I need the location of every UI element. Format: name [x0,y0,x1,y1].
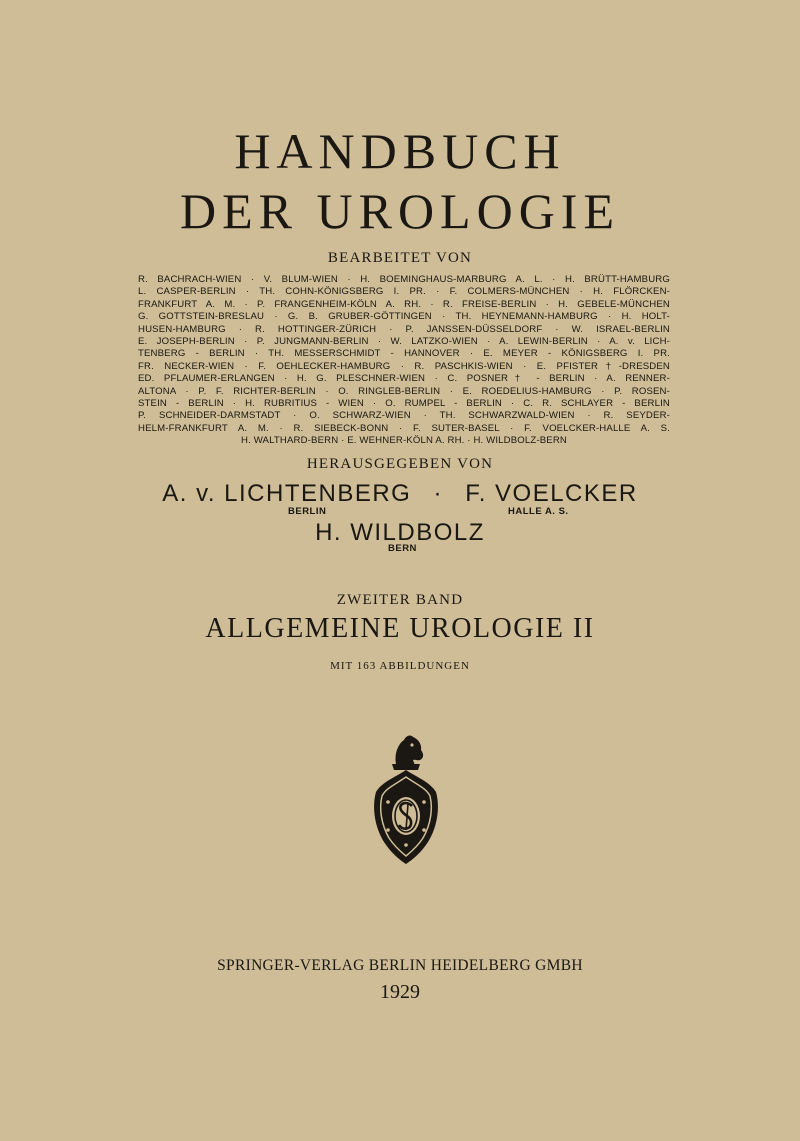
authors-line: P. SCHNEIDER-DARMSTADT · O. SCHWARZ-WIEN · TH. SCHWARZWALD-WIEN · R. SEYDER- [138,410,670,422]
authors-line: H. WALTHARD-BERN · E. WEHNER-KÖLN A. RH. · H. WILDBOLZ-BERN [241,435,567,447]
authors-line: HELM-FRANKFURT A. M. · R. SIEBECK-BONN · F. SUTER-BASEL · F. VOELCKER-HALLE A. S. [138,422,670,434]
springer-knight-emblem-icon [366,730,446,866]
authors-list [138,274,670,448]
editor-wildbolz: H. WILDBOLZ [315,519,485,546]
editor-separator: · [433,480,444,507]
volume-label: ZWEITER BAND [336,592,464,608]
authors-line: L. CASPER-BERLIN · TH. COHN-KÖNIGSBERG I. PR. · F. COLMERS-MÜNCHEN · H. FLÖRCKEN- [138,286,670,298]
city-berlin: BERLIN [288,506,327,517]
authors-line: E. JOSEPH-BERLIN · P. JUNGMANN-BERLIN · W. LATZKO-WIEN · A. LEWIN-BERLIN · A. v. LICH- [138,336,670,348]
publisher-name: SPRINGER-VERLAG BERLIN HEIDELBERG GMBH [217,957,583,974]
authors-line: G. GOTTSTEIN-BRESLAU · G. B. GRUBER-GÖTTINGEN · TH. HEYNEMANN-HAMBURG · H. HOLT- [138,311,670,323]
authors-line: HUSEN-HAMBURG · R. HOTTINGER-ZÜRICH · P. JANSSEN-DÜSSELDORF · W. ISRAEL-BERLIN [138,323,670,335]
authors-line: ED. PFLAUMER-ERLANGEN · H. G. PLESCHNER-WIEN · C. POSNER† - BERLIN · A. RENNER- [138,373,670,385]
authors-line: FR. NECKER-WIEN · F. OEHLECKER-HAMBURG · R. PASCHKIS-WIEN · E. PFISTER†-DRESDEN [138,360,670,372]
editors-row [0,480,800,508]
published-by-label: HERAUSGEGEBEN VON [306,456,494,472]
city-bern: BERN [388,543,417,554]
volume-title: ALLGEMEINE UROLOGIE II [205,613,595,644]
main-title-line2: DER UROLOGIE [179,183,621,239]
authors-line: FRANKFURT A. M. · P. FRANGENHEIM-KÖLN A. RH. · R. FREISE-BERLIN · H. GEBELE-MÜNCHEN [138,298,670,310]
authors-line: TENBERG - BERLIN · TH. MESSERSCHMIDT - HANNOVER · E. MEYER - KÖNIGSBERG I. PR. [138,348,670,360]
main-title-line1: HANDBUCH [234,123,566,179]
publication-year: 1929 [380,981,420,1003]
figures-count: MIT 163 ABBILDUNGEN [330,660,470,672]
edited-by-label: BEARBEITET VON [327,250,473,266]
editor-voelcker: F. VOELCKER [465,480,638,507]
authors-line: STEIN - BERLIN · H. RUBRITIUS - WIEN · O. RUMPEL - BERLIN · C. R. SCHLAYER - BERLIN [138,398,670,410]
authors-line: R. BACHRACH-WIEN · V. BLUM-WIEN · H. BOEMINGHAUS-MARBURG A. L. · H. BRÜTT-HAMBURG [138,274,670,285]
authors-line: ALTONA · P. F. RICHTER-BERLIN · O. RINGLEB-BERLIN · E. ROEDELIUS-HAMBURG · P. ROSEN- [138,385,670,397]
city-halle: HALLE A. S. [508,506,569,517]
editor-lichtenberg: A. v. LICHTENBERG [162,480,412,507]
